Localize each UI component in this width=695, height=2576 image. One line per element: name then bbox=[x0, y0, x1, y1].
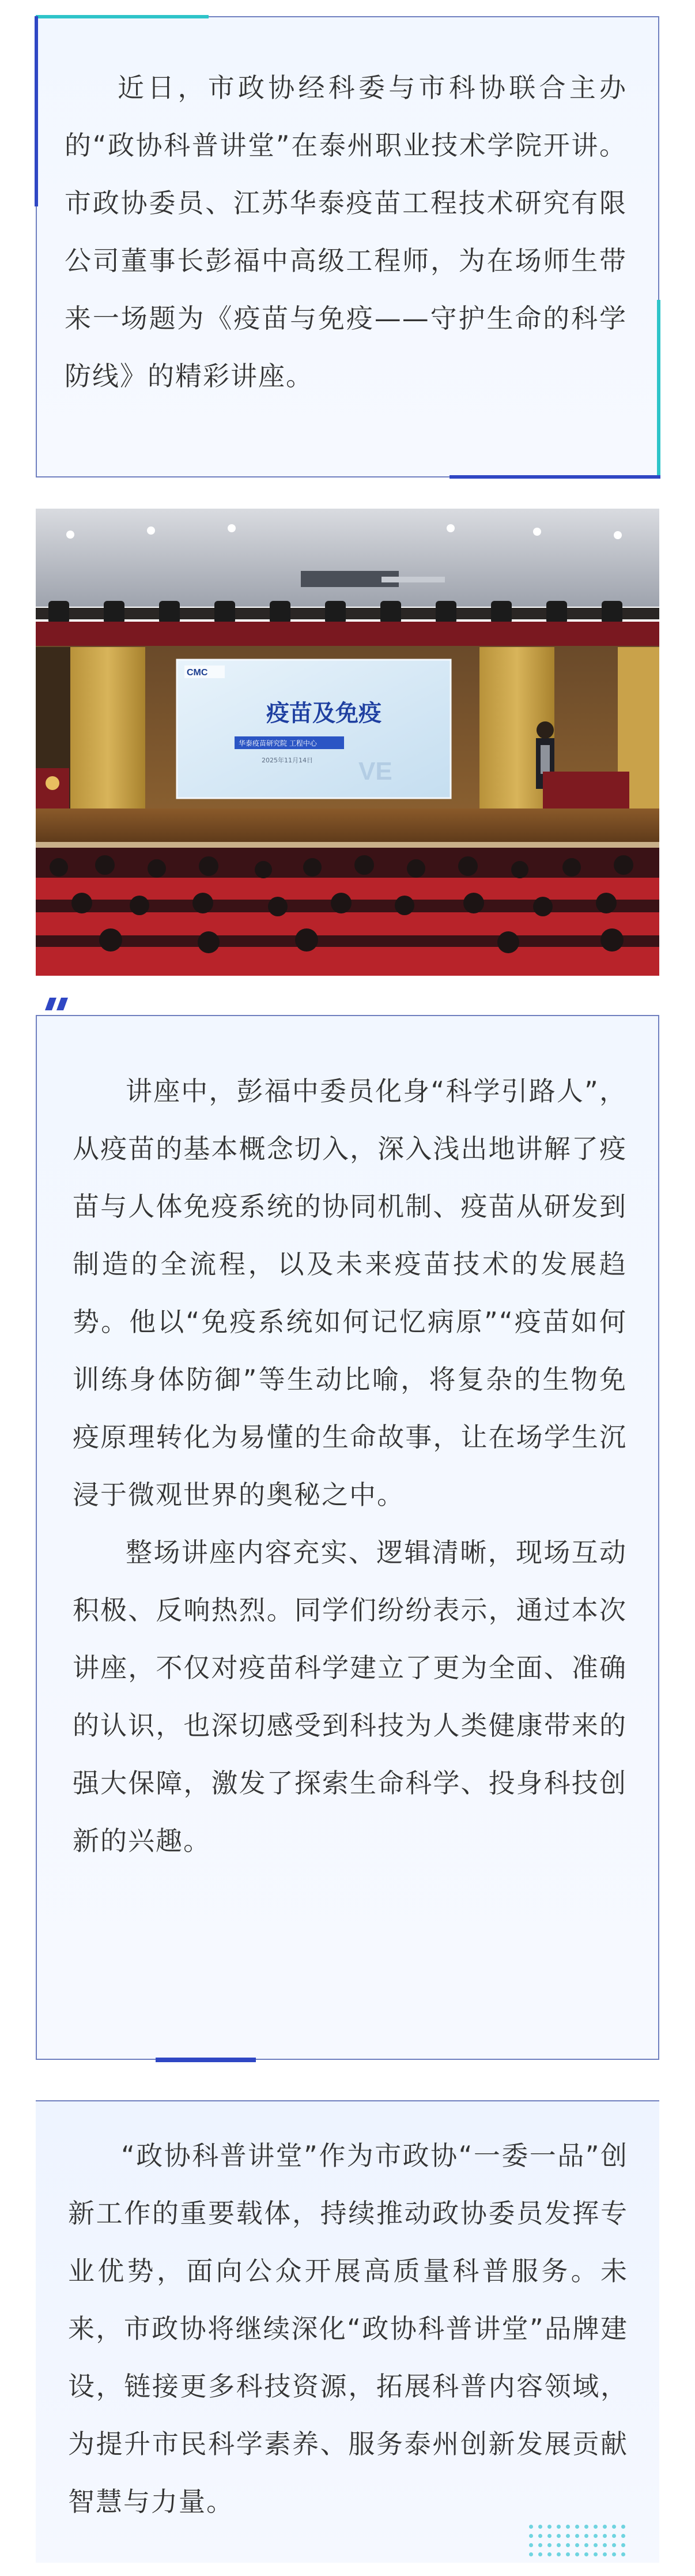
screen-title: 疫苗及免疫 bbox=[266, 700, 382, 727]
intro-card bbox=[36, 16, 659, 477]
lecture-hall-photo bbox=[36, 509, 659, 976]
screen-subtitle: 华泰疫苗研究院 工程中心 bbox=[239, 739, 317, 747]
intro-left-accent bbox=[35, 16, 38, 206]
intro-bottom-accent bbox=[450, 475, 660, 479]
lecture-bottom-accent bbox=[156, 2058, 256, 2062]
intro-paragraph: 近日，市政协经科委与市科协联合主办的“政协科普讲堂”在泰州职业技术学院开讲。市政协委员、江苏华泰疫苗工程技术研究有限公司董事长彭福中高级工程师，为在场师生带来一场题为《疫苗与免疫——守护生命的科学防线》的精彩讲座。 bbox=[65, 72, 627, 392]
svg-text:VE: VE bbox=[358, 757, 392, 785]
closing-card bbox=[36, 2101, 659, 2563]
lecture-paragraph-1: 讲座中，彭福中委员化身“科学引路人”，从疫苗的基本概念切入，深入浅出地讲解了疫苗与人体免疫系统的协同机制、疫苗从研发到制造的全流程，以及未来疫苗技术的发展趋势。他以“免疫系统如何记忆病原”“疫苗如何训练身体防御”等生动比喻，将复杂的生物免疫原理转化为易懂的生命故事，让在场学生沉浸于微观世界的奥秘之中。 bbox=[73, 1075, 627, 1510]
screen-date: 2025年11月14日 bbox=[262, 757, 313, 764]
dot-pattern-decoration bbox=[529, 2525, 639, 2565]
lecture-card bbox=[36, 1015, 659, 2060]
intro-top-accent bbox=[36, 15, 209, 18]
screen-logo: CMC bbox=[187, 668, 208, 678]
intro-right-accent bbox=[657, 300, 660, 479]
lecture-hall-illustration bbox=[36, 509, 659, 976]
closing-paragraph: “政协科普讲堂”作为市政协“一委一品”创新工作的重要载体，持续推动政协委员发挥专业优势，面向公众开展高质量科普服务。未来，市政协将继续深化“政协科普讲堂”品牌建设，链接更多科技资源，拓展科普内容领域，为提升市民科学素养、服务泰州创新发展贡献智慧与力量。 bbox=[68, 2140, 628, 2517]
lecture-paragraph-2: 整场讲座内容充实、逻辑清晰，现场互动积极、反响热烈。同学们纷纷表示，通过本次讲座，不仅对疫苗科学建立了更为全面、准确的认识，也深切感受到科技为人类健康带来的强大保障，激发了探索生命科学、投身科技创新的兴趣。 bbox=[73, 1537, 627, 1856]
quote-mark-icon bbox=[45, 998, 71, 1010]
